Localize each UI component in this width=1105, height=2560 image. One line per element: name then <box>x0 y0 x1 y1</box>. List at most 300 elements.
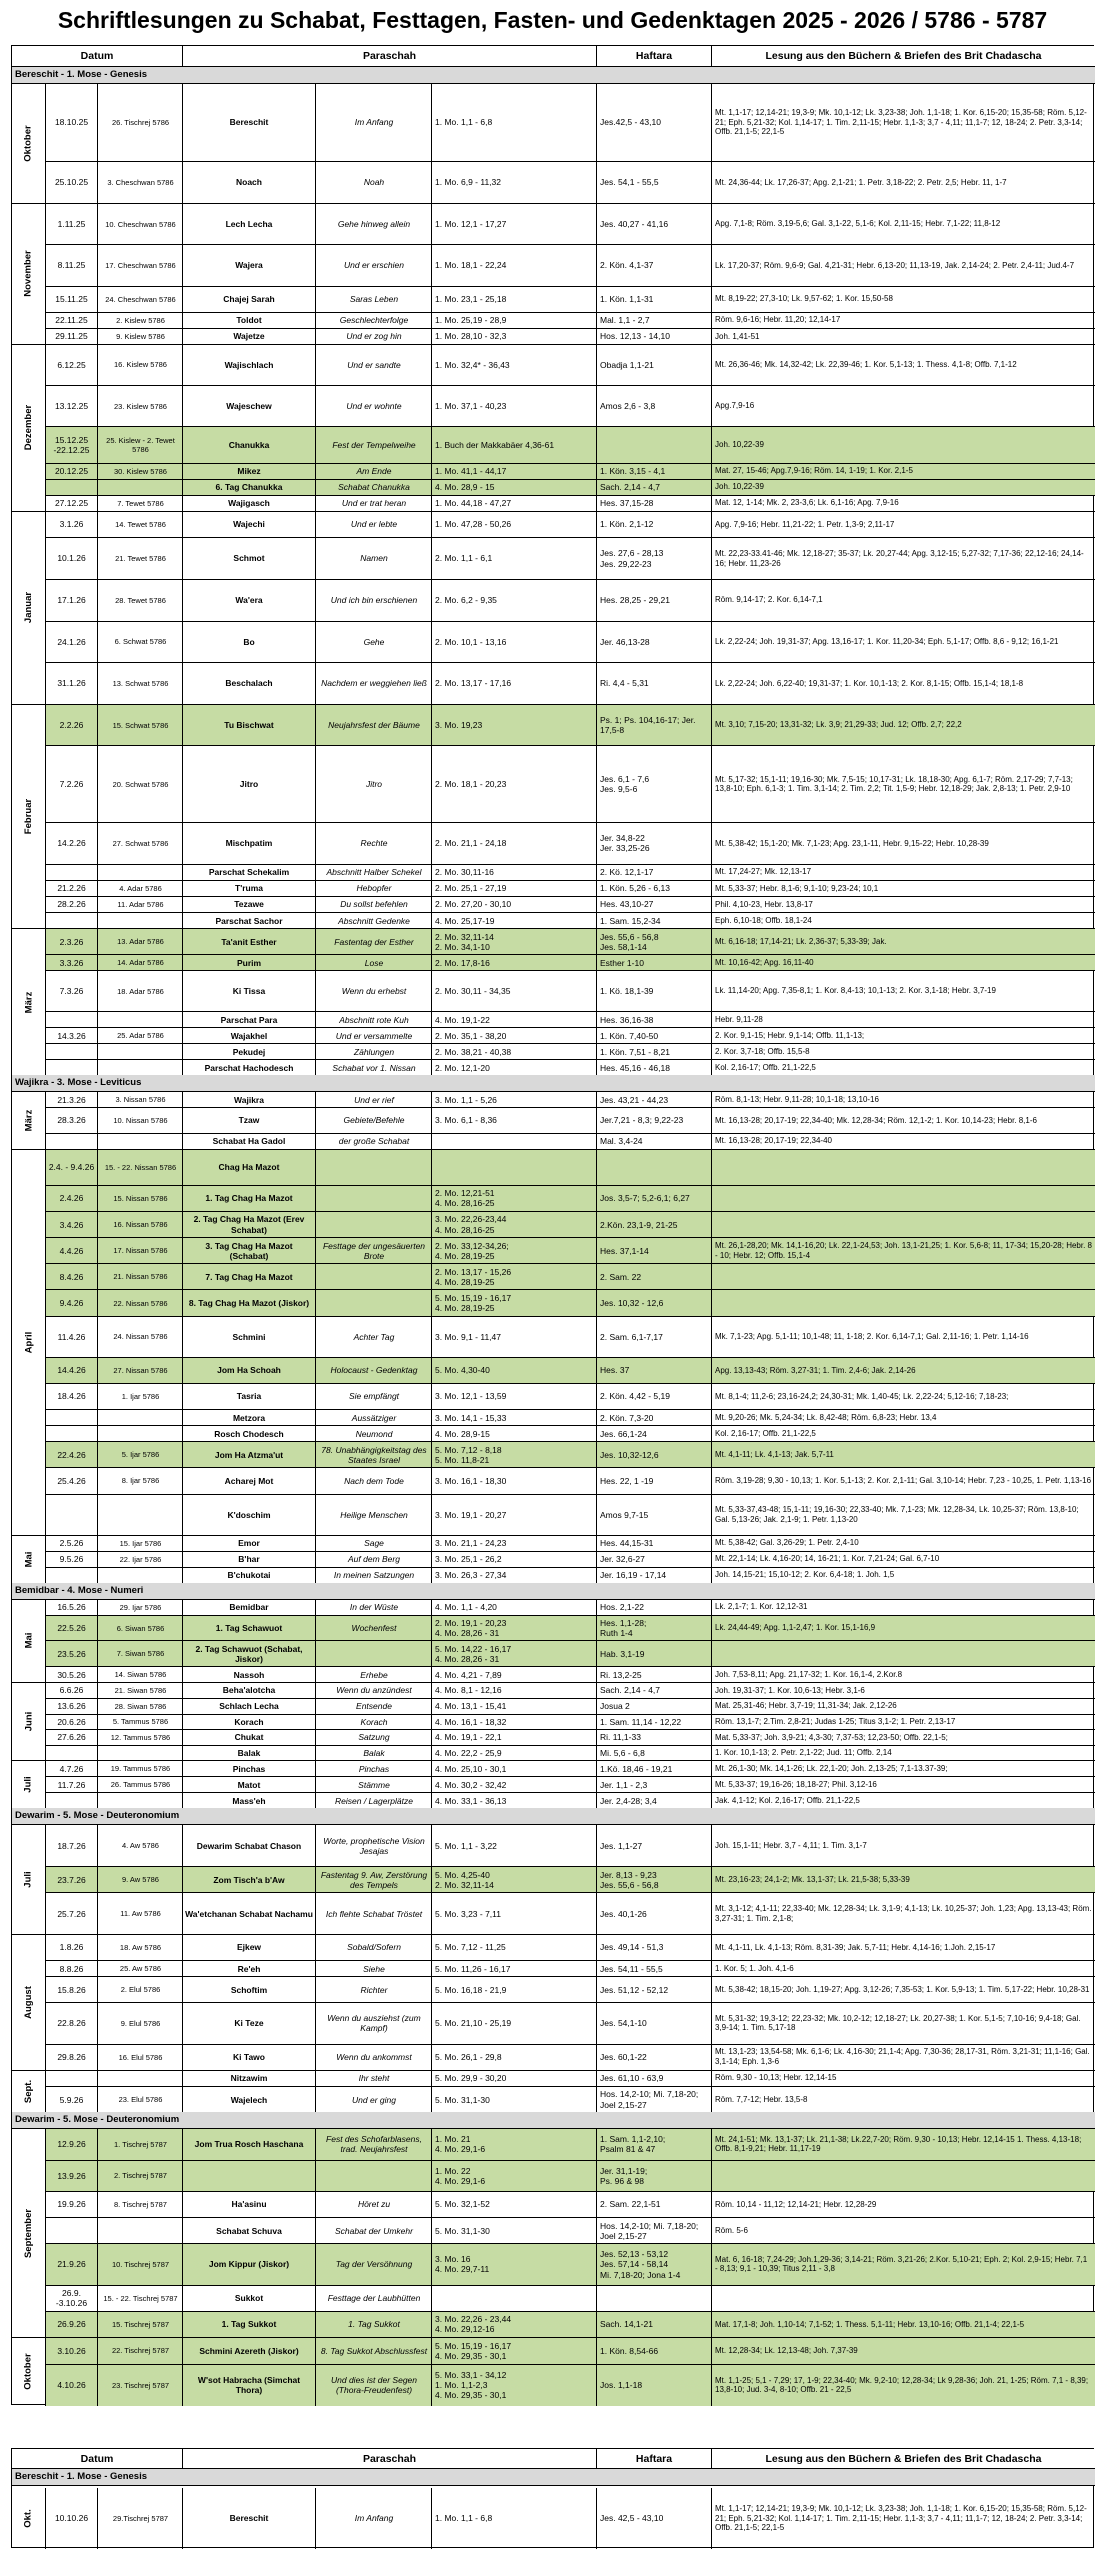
hebrew-date: 20. Schwat 5786 <box>112 779 169 789</box>
hebrew-date: 1. Tischrej 5787 <box>114 2139 167 2149</box>
date-cell <box>46 2087 183 2112</box>
hebrew-date: 6. Siwan 5786 <box>116 1623 165 1633</box>
paraschah-meaning: Fest des Schofarblasens, trad. Neujahrsfest <box>326 2134 422 2155</box>
paraschah-meaning: Schabat Chanukka <box>338 482 410 493</box>
paraschah-cell <box>183 2045 432 2070</box>
month-rows <box>46 2338 1095 2406</box>
date-cell <box>46 1426 183 1441</box>
month-label <box>12 2071 46 2113</box>
haftara-reading: Jos. 1,1-18 <box>597 2365 712 2406</box>
table-row <box>46 345 1095 386</box>
torah-reading: 1. Mo. 1,1 - 6,8 <box>432 84 597 161</box>
paraschah-name: Beha'alotcha <box>183 1683 316 1698</box>
hebrew-date: 10. Tischrej 5787 <box>111 2259 170 2269</box>
brit-chadascha-reading: Lk. 17,20-37; Röm. 9,6-9; Gal. 4,21-31; Hebr. 6,13-20; 11,13-19, Jak. 2,14-24; 2. Petr. 2,4-11; Jud.4-7 <box>715 260 1075 270</box>
date-cell <box>46 1867 183 1892</box>
hebrew-date: 3. Nissan 5786 <box>115 1095 166 1105</box>
brit-chadascha-reading: Jak. 4,1-12; Kol. 2,16-17; Offb. 21,1-22,5 <box>715 1796 860 1806</box>
month-label <box>12 2488 46 2549</box>
paraschah-name: Wajeschew <box>183 386 316 426</box>
paraschah-name: 1. Tag Sukkot <box>183 2312 316 2337</box>
haftara-reading: Jes. 60,1-22 <box>597 2045 712 2070</box>
haftara-reading: 2. Kön. 4,42 - 5,19 <box>597 1384 712 1409</box>
haftara-reading: 1. Kön. 5,26 - 6,13 <box>597 881 712 896</box>
table-row <box>46 162 1095 203</box>
paraschah-meaning <box>316 1150 432 1185</box>
gregorian-date <box>46 1044 98 1059</box>
paraschah-meaning: Heilige Menschen <box>340 1509 408 1520</box>
paraschah-meaning: der große Schabat <box>338 1136 410 1147</box>
paraschah-cell <box>183 929 432 954</box>
hebrew-date: 22. Tischrej 5787 <box>111 2346 170 2356</box>
gregorian-date: 12.9.26 <box>46 2129 98 2159</box>
paraschah-cell <box>183 464 432 479</box>
gregorian-date <box>46 2071 98 2086</box>
paraschah-meaning: Gebiete/Befehle <box>343 1115 405 1126</box>
table-row <box>46 1536 1095 1552</box>
brit-chadascha-reading: Joh. 1,41-51 <box>715 331 760 341</box>
paraschah-name: Korach <box>183 1715 316 1730</box>
month-label <box>12 1600 46 1682</box>
brit-chadascha-reading: Mt. 5,38-42; Gal. 3,26-29; 1. Petr. 2,4-10 <box>715 1538 859 1548</box>
gregorian-date: 27.6.26 <box>46 1730 98 1745</box>
torah-reading: 4. Mo. 28,9 - 15 <box>432 480 597 495</box>
month-group <box>12 1761 1095 1808</box>
torah-reading: 5. Mo. 33,1 - 34,12 1. Mo. 1,1-2,3 4. Mo. 29,35 - 30,1 <box>432 2365 597 2406</box>
paraschah-cell <box>183 580 432 621</box>
table-row <box>46 1683 1095 1699</box>
date-cell <box>46 2003 183 2043</box>
torah-reading: 5. Mo. 21,10 - 25,19 <box>432 2003 597 2043</box>
paraschah-meaning: Gehe hinweg allein <box>337 219 411 230</box>
month-rows <box>46 84 1095 203</box>
date-cell <box>46 929 183 954</box>
paraschah-name: Wajikra <box>183 1092 316 1107</box>
paraschah-name: Zom Tisch'a b'Aw <box>183 1867 316 1892</box>
paraschah-name: Schlach Lecha <box>183 1699 316 1714</box>
paraschah-meaning: Worte, prophetische Vision Jesajas <box>323 1835 425 1856</box>
date-cell <box>46 386 183 426</box>
date-cell <box>46 705 183 745</box>
torah-reading: 2. Mo. 32,11-14 2. Mo. 34,1-10 <box>432 929 597 954</box>
haftara-reading: Jes. 10,32 - 12,6 <box>597 1290 712 1315</box>
haftara-reading: Jer. 8,13 - 9,23 Jes. 55,6 - 56,8 <box>597 1867 712 1892</box>
haftara-reading: Jes. 40,27 - 41,16 <box>597 204 712 244</box>
brit-chadascha-reading: Mt. 1,1-17; 12,14-21; 19,3-9; Mk. 10,1-12; Lk. 3,23-38; Joh. 1,1-18; 1. Kor. 6,15-20; 15,35-58; Röm. 5,12-21; Eph. 5,21-32; Kol. 1,14-17; 1. Tim. 2,11-15; Hebr. 1,1-3; 3,7 - 4,11; 11,1-7; 12, 18-24; 2. Petr. 3,3-14; Offb. 21,1-5; 22,1-5 <box>715 2504 1087 2533</box>
month-name: Juni <box>23 1712 34 1732</box>
torah-reading: 4. Mo. 13,1 - 15,41 <box>432 1699 597 1714</box>
brit-chadascha-reading: Röm. 10,14 - 11,12; 12,14-21; Hebr. 12,28-29 <box>715 2199 877 2209</box>
brit-chadascha-reading: 2. Kor. 3,7-18; Offb. 15,5-8 <box>715 1047 810 1056</box>
paraschah-name: Noach <box>183 162 316 203</box>
paraschah-name: Sukkot <box>183 2286 316 2311</box>
table-row <box>46 705 1095 746</box>
gregorian-date: 15.12.25 -22.12.25 <box>46 427 98 462</box>
paraschah-meaning: Und er lebte <box>350 519 398 530</box>
date-cell <box>46 1150 183 1185</box>
table-row <box>46 2129 1095 2160</box>
paraschah-name: 8. Tag Chag Ha Mazot (Jiskor) <box>183 1290 316 1315</box>
table-row <box>46 287 1095 313</box>
month-name: Februar <box>23 798 34 835</box>
brit-chadascha-reading: Mt. 5,38-42; 18,15-20; Joh. 1,19-27; Apg. 3,12-26; 7,35-53; 1. Kor. 5,9-13; 1. Tim. 5,17-22; Hebr. 10,28-31 <box>715 1984 1090 1994</box>
torah-reading: 2. Mo. 12,21-51 4. Mo. 28,16-25 <box>432 1186 597 1211</box>
torah-reading: 1. Mo. 47,28 - 50,26 <box>432 512 597 537</box>
paraschah-name: 2. Tag Chag Ha Mazot (Erev Schabat) <box>183 1212 316 1237</box>
brit-chadascha-reading: Mt. 6,16-18; 17,14-21; Lk. 2,36-37; 5,33-39; Jak. <box>715 936 887 946</box>
month-name: Okt. <box>22 2509 34 2528</box>
haftara-reading: Hab. 3,1-19 <box>597 1641 712 1666</box>
hebrew-date: 16. Nissan 5786 <box>113 1220 168 1230</box>
paraschah-name: 1. Tag Schawuot <box>183 1616 316 1641</box>
date-cell <box>46 1134 183 1149</box>
date-cell <box>46 865 183 880</box>
paraschah-meaning <box>316 2161 432 2191</box>
paraschah-meaning: Nach dem Tode <box>344 1475 404 1486</box>
brit-chadascha-reading: Mk. 7,1-23; Apg. 5,1-11; 10,1-48; 11, 1-18; 2. Kor. 6,14-7,1; Gal. 2,11-16; 1. Petr. 1,14-16 <box>715 1331 1029 1341</box>
book-header: Bereschit - 1. Mose - Genesis <box>12 2469 1095 2486</box>
paraschah-meaning: Festtage der Laubhütten <box>327 2293 421 2304</box>
haftara-reading: Jos. 3,5-7; 5,2-6,1; 6,27 <box>597 1186 712 1211</box>
hebrew-date: 15. Schwat 5786 <box>112 720 169 730</box>
paraschah-meaning: Im Anfang <box>354 117 394 128</box>
table-row <box>46 84 1095 162</box>
gregorian-date: 16.5.26 <box>46 1600 98 1615</box>
paraschah-name: Rosch Chodesch <box>183 1426 316 1441</box>
brit-chadascha-reading: Mt. 16,13-28; 20,17-19; 22,34-40 <box>715 1136 832 1146</box>
paraschah-meaning <box>316 1290 432 1315</box>
date-cell <box>46 1715 183 1730</box>
date-cell <box>46 913 183 928</box>
paraschah-cell <box>183 1568 432 1583</box>
date-cell <box>46 1777 183 1792</box>
table-row <box>46 1961 1095 1977</box>
paraschah-meaning <box>316 1212 432 1237</box>
paraschah-cell <box>183 1616 432 1641</box>
paraschah-meaning: Und er ging <box>352 2094 396 2105</box>
gregorian-date <box>46 1746 98 1761</box>
paraschah-cell <box>183 865 432 880</box>
haftara-reading: Hes. 37,15-28 <box>597 496 712 511</box>
hebrew-date: 14. Tewet 5786 <box>115 520 166 530</box>
paraschah-meaning: Zählungen <box>353 1046 395 1057</box>
paraschah-meaning: Gehe <box>363 636 385 647</box>
paraschah-name: Jom Trua Rosch Haschana <box>183 2129 316 2159</box>
month-label <box>12 204 46 344</box>
paraschah-meaning: Achter Tag <box>353 1331 395 1342</box>
gregorian-date: 4.7.26 <box>46 1761 98 1776</box>
date-cell <box>46 823 183 863</box>
table-row <box>46 1552 1095 1568</box>
paraschah-cell <box>183 204 432 244</box>
gregorian-date: 20.6.26 <box>46 1715 98 1730</box>
hebrew-date <box>98 1410 183 1425</box>
paraschah-meaning: Erhebe <box>360 1669 388 1680</box>
paraschah-cell <box>183 1044 432 1059</box>
date-cell <box>46 204 183 244</box>
haftara-reading: Hes. 36,16-38 <box>597 1012 712 1027</box>
month-name: März <box>23 991 34 1014</box>
date-cell <box>46 1410 183 1425</box>
hebrew-date: 17. Nissan 5786 <box>113 1246 168 1256</box>
page-title: Schriftlesungen zu Schabat, Festtagen, Fasten- und Gedenktagen 2025 - 2026 / 5786 - 5787 <box>57 7 1048 33</box>
header-paraschah: Paraschah <box>183 46 597 66</box>
book-section <box>12 2112 1095 2406</box>
date-cell <box>46 580 183 621</box>
brit-chadascha-reading: Hebr. 9,11-28 <box>715 1014 763 1024</box>
paraschah-meaning: Und ich bin erschienen <box>330 595 418 606</box>
paraschah-name: Bereschit <box>183 2488 316 2549</box>
table-row <box>46 1746 1095 1761</box>
haftara-reading: Jes. 27,6 - 28,13 Jes. 29,22-23 <box>597 538 712 579</box>
month-rows <box>46 1092 1095 1148</box>
table-row <box>46 1238 1095 1264</box>
gregorian-date: 6.12.25 <box>46 345 98 385</box>
date-cell <box>46 2045 183 2070</box>
torah-reading: 2. Mo. 35,1 - 38,20 <box>432 1028 597 1043</box>
table-row <box>46 1317 1095 1358</box>
haftara-reading: 2. Kön. 4,1-37 <box>597 245 712 285</box>
table-row <box>46 313 1095 329</box>
torah-reading: 1. Mo. 28,10 - 32,3 <box>432 329 597 344</box>
hebrew-date <box>98 1568 183 1583</box>
paraschah-meaning: Und er rief <box>354 1094 394 1105</box>
hebrew-date: 15. Ijar 5786 <box>119 1538 162 1548</box>
torah-reading: 5. Mo. 15,19 - 16,17 4. Mo. 29,35 - 30,1 <box>432 2338 597 2364</box>
paraschah-name: Ejkew <box>183 1935 316 1960</box>
paraschah-cell <box>183 1552 432 1567</box>
torah-reading: 4. Mo. 16,1 - 18,32 <box>432 1715 597 1730</box>
haftara-reading: Jes. 40,1-26 <box>597 1893 712 1934</box>
torah-reading: 4. Mo. 1,1 - 4,20 <box>432 1600 597 1615</box>
haftara-reading: Jes. 66,1-24 <box>597 1426 712 1441</box>
paraschah-name: Schmot <box>183 538 316 579</box>
haftara-reading: 1. Kön. 8,54-66 <box>597 2338 712 2364</box>
paraschah-name: Nassoh <box>183 1667 316 1682</box>
brit-chadascha-reading: Kol. 2,16-17; Offb. 21,1-22,5 <box>715 1063 816 1073</box>
torah-reading: 5. Mo. 7,12 - 8,18 5. Mo. 11,8-21 <box>432 1442 597 1467</box>
paraschah-cell <box>183 2087 432 2112</box>
paraschah-name: Ha'asinu <box>183 2192 316 2217</box>
paraschah-name: Schmini Azereth (Jiskor) <box>183 2338 316 2364</box>
paraschah-meaning: Abschnitt Gedenke <box>338 915 410 926</box>
date-cell <box>46 245 183 285</box>
month-name: Juli <box>23 1776 34 1794</box>
brit-chadascha-reading: Röm. 9,14-17; 2. Kor. 6,14-7,1 <box>715 595 823 605</box>
paraschah-name: Ki Teze <box>183 2003 316 2043</box>
hebrew-date: 21. Nissan 5786 <box>113 1272 168 1282</box>
brit-chadascha-reading: Mt. 4,1-11, Lk. 4,1-13; Röm. 8,31-39; Jak. 5,7-11; Hebr. 4,14-16; 1.Joh. 2,15-17 <box>715 1942 996 1952</box>
torah-reading: 1. Mo. 25,19 - 28,9 <box>432 313 597 328</box>
paraschah-name: Mass'eh <box>183 1793 316 1808</box>
paraschah-cell <box>183 913 432 928</box>
table-row <box>46 2312 1095 2337</box>
table-row <box>46 1212 1095 1238</box>
book-section <box>12 1808 1095 2112</box>
gregorian-date: 3.1.26 <box>46 512 98 537</box>
paraschah-meaning: Noah <box>363 177 385 188</box>
month-group <box>12 345 1095 512</box>
hebrew-date <box>98 480 183 495</box>
hebrew-date: 15. - 22. Nissan 5786 <box>104 1162 177 1172</box>
haftara-reading: Jes. 55,6 - 56,8 Jes. 58,1-14 <box>597 929 712 954</box>
gregorian-date: 13.9.26 <box>46 2161 98 2191</box>
brit-chadascha-reading: Röm. 3,19-28; 9,30 - 10,13; 1. Kor. 5,1-13; 2. Kor. 2,1-11; Gal. 3,10-14; Hebr. 7,23 - 10,25, 1. Petr. 1,13-16 <box>715 1476 1092 1486</box>
book-section <box>12 67 1095 1075</box>
paraschah-cell <box>183 1699 432 1714</box>
haftara-reading <box>597 1150 712 1185</box>
paraschah-meaning: Tag der Versöhnung <box>335 2259 413 2270</box>
hebrew-date: 21. Tewet 5786 <box>115 554 166 564</box>
date-cell <box>46 1667 183 1682</box>
torah-reading: 5. Mo. 4,25-40 2. Mo. 32,11-14 <box>432 1867 597 1892</box>
haftara-reading: Jes. 1,1-27 <box>597 1825 712 1866</box>
date-cell <box>46 1212 183 1237</box>
paraschah-cell <box>183 1977 432 2002</box>
paraschah-name: Schmini <box>183 1317 316 1357</box>
gregorian-date <box>46 1012 98 1027</box>
table-row <box>46 2286 1095 2312</box>
gregorian-date <box>46 865 98 880</box>
gregorian-date: 3.10.26 <box>46 2338 98 2364</box>
brit-chadascha-reading <box>712 1186 1095 1211</box>
paraschah-meaning: Am Ende <box>356 466 392 476</box>
paraschah-name: Purim <box>183 955 316 970</box>
brit-chadascha-reading: Mt. 22,1-14; Lk. 4,16-20; 14, 16-21; 1. Kor. 7,21-24; Gal. 6,7-10 <box>715 1554 940 1564</box>
hebrew-date: 15. - 22. Tischrej 5787 <box>103 2293 178 2303</box>
paraschah-cell <box>183 1108 432 1133</box>
month-label <box>12 1761 46 1808</box>
table-row <box>46 746 1095 823</box>
paraschah-meaning: Und er erschien <box>343 260 404 271</box>
brit-chadascha-reading: Mt. 16,13-28; 20,17-19; 22,34-40; Mk. 12,28-34; Röm. 12,1-2; 1. Kor. 10,14-23; Hebr. 8,1-6 <box>715 1115 1037 1125</box>
torah-reading <box>432 1134 597 1149</box>
paraschah-cell <box>183 1683 432 1698</box>
torah-reading: 3. Mo. 19,1 - 20,27 <box>432 1495 597 1535</box>
gregorian-date: 29.8.26 <box>46 2045 98 2070</box>
gregorian-date: 19.9.26 <box>46 2192 98 2217</box>
table-row <box>46 955 1095 971</box>
brit-chadascha-reading: Mat. 6, 16-18; 7,24-29; Joh.1,29-36; 3,14-21; Röm. 3,21-26; 2.Kor. 5,10-21; Eph. 2; Kol. 2,9-15; Hebr. 7,1 - 8,13; 9,1 - 10,39; Titus 2,11 - 3,8 <box>715 2254 1088 2274</box>
torah-reading: 5. Mo. 15,19 - 16,17 4. Mo. 28,19-25 <box>432 1290 597 1315</box>
month-name: November <box>23 250 34 298</box>
table-row <box>46 1616 1095 1642</box>
gregorian-date <box>46 1426 98 1441</box>
paraschah-cell <box>183 1264 432 1289</box>
brit-chadascha-reading: Röm. 7,7-12; Hebr. 13,5-8 <box>715 2094 808 2104</box>
haftara-reading: Josua 2 <box>597 1699 712 1714</box>
brit-chadascha-reading: 1. Kor. 10,1-13; 2. Petr. 2,1-22; Jud. 11; Offb. 2,14 <box>715 1748 892 1758</box>
haftara-reading: 2. Kö. 12,1-17 <box>597 865 712 880</box>
paraschah-meaning: Abschnitt Halber Schekel <box>326 867 422 878</box>
header-lesung: Lesung aus den Büchern & Briefen des Brit Chadascha <box>765 50 1042 62</box>
month-group <box>12 1536 1095 1583</box>
gregorian-date: 7.3.26 <box>46 971 98 1011</box>
date-cell <box>46 2071 183 2086</box>
date-cell <box>46 897 183 912</box>
paraschah-cell <box>183 2286 432 2311</box>
brit-chadascha-reading <box>712 2286 1095 2311</box>
date-cell <box>46 881 183 896</box>
paraschah-meaning: In der Wüste <box>349 1602 399 1613</box>
haftara-reading: Ri. 11,1-33 <box>597 1730 712 1745</box>
brit-chadascha-reading: 2. Kor. 9,1-15; Hebr. 9,1-14; Offb. 11,1-13; <box>715 1030 865 1040</box>
month-group <box>12 1935 1095 2071</box>
gregorian-date: 18.10.25 <box>46 84 98 161</box>
brit-chadascha-reading: Mt. 9,20-26; Mk. 5,24-34; Lk. 8,42-48; Röm. 6,8-23; Hebr. 13,4 <box>715 1412 937 1422</box>
gregorian-date: 28.2.26 <box>46 897 98 912</box>
hebrew-date: 13. Adar 5786 <box>117 937 164 947</box>
haftara-reading: 1. Kö. 18,1-39 <box>597 971 712 1011</box>
paraschah-name: Wajera <box>183 245 316 285</box>
paraschah-cell <box>183 512 432 537</box>
date-cell <box>46 2161 183 2191</box>
torah-reading: 3. Mo. 16,1 - 18,30 <box>432 1468 597 1493</box>
paraschah-meaning: Ich flehte Schabat Tröstet <box>325 1908 423 1919</box>
month-rows <box>46 1683 1095 1760</box>
paraschah-name: 2. Tag Schawuot (Schabat, Jiskor) <box>183 1641 316 1666</box>
table-row <box>46 2087 1095 2112</box>
table-row <box>46 1442 1095 1468</box>
haftara-reading: Jes. 51,12 - 52,12 <box>597 1977 712 2002</box>
hebrew-date: 27. Schwat 5786 <box>112 838 169 848</box>
date-cell <box>46 1028 183 1043</box>
torah-reading: 1. Mo. 6,9 - 11,32 <box>432 162 597 203</box>
gregorian-date: 4.4.26 <box>46 1238 98 1263</box>
brit-chadascha-reading: Mt. 1,1-25; 5,1 - 7,29; 17, 1-9; 22,34-40; Mk. 9,2-10; 12,28-34; Lk 9,28-36; Joh. 21, 1-25; Röm. 7,1 - 8,39; 13,8-10; Jud. 3-4, 8-10; Offb. 21 - 22,5 <box>715 2375 1089 2395</box>
paraschah-cell <box>183 1793 432 1808</box>
hebrew-date: 1. Ijar 5786 <box>121 1392 160 1402</box>
torah-reading: 3. Mo. 16 4. Mo. 29,7-11 <box>432 2244 597 2284</box>
haftara-reading: Hos. 14,2-10; Mi. 7,18-20; Joel 2,15-27 <box>597 2087 712 2112</box>
paraschah-cell <box>183 1384 432 1409</box>
haftara-reading: Mal. 3,4-24 <box>597 1134 712 1149</box>
month-label <box>12 84 46 203</box>
table-row <box>46 2045 1095 2070</box>
paraschah-meaning: Wenn du ankommst <box>336 2051 412 2062</box>
paraschah-meaning: Fastentag der Esther <box>334 936 414 947</box>
gregorian-date: 3.4.26 <box>46 1212 98 1237</box>
torah-reading: 5. Mo. 11,26 - 16,17 <box>432 1961 597 1976</box>
gregorian-date: 17.1.26 <box>46 580 98 621</box>
month-name: März <box>23 1109 34 1132</box>
hebrew-date <box>98 2071 183 2086</box>
brit-chadascha-reading: Röm. 9,30 - 10,13; Hebr. 12,14-15 <box>715 2073 837 2083</box>
haftara-reading: Hos. 12,13 - 14,10 <box>597 329 712 344</box>
brit-chadascha-reading: Röm. 8,1-13; Hebr. 9,11-28; 10,1-18; 13,10-16 <box>715 1094 879 1104</box>
haftara-reading: Jes. 42,5 - 43,10 <box>597 2488 712 2549</box>
torah-reading: 1. Buch der Makkabäer 4,36-61 <box>432 427 597 462</box>
gregorian-date: 25.4.26 <box>46 1468 98 1493</box>
brit-chadascha-reading: Eph. 6,10-18; Offb. 18,1-24 <box>715 915 812 925</box>
paraschah-name: Parschat Schekalim <box>183 865 316 880</box>
brit-chadascha-reading: Mat. 25,31-46; Hebr. 3,7-19; 11,31-34; Jak. 2,12-26 <box>715 1701 897 1711</box>
hebrew-date: 24. Cheschwan 5786 <box>105 294 176 304</box>
torah-reading: 5. Mo. 31,1-30 <box>432 2087 597 2112</box>
paraschah-cell <box>183 1935 432 1960</box>
paraschah-cell <box>183 1468 432 1493</box>
haftara-reading: 1. Kön. 3,15 - 4,1 <box>597 464 712 479</box>
table-row <box>46 913 1095 928</box>
table-row <box>46 971 1095 1012</box>
haftara-reading: Jes. 52,13 - 53,12 Jes. 57,14 - 58,14 Mi. 7,18-20; Jona 1-4 <box>597 2244 712 2284</box>
table-row <box>46 386 1095 427</box>
haftara-reading: Esther 1-10 <box>597 955 712 970</box>
hebrew-date: 9. Kislew 5786 <box>116 331 165 341</box>
paraschah-cell <box>183 2338 432 2364</box>
month-rows <box>46 1935 1095 2070</box>
haftara-reading: 1. Kön. 7,51 - 8,21 <box>597 1044 712 1059</box>
